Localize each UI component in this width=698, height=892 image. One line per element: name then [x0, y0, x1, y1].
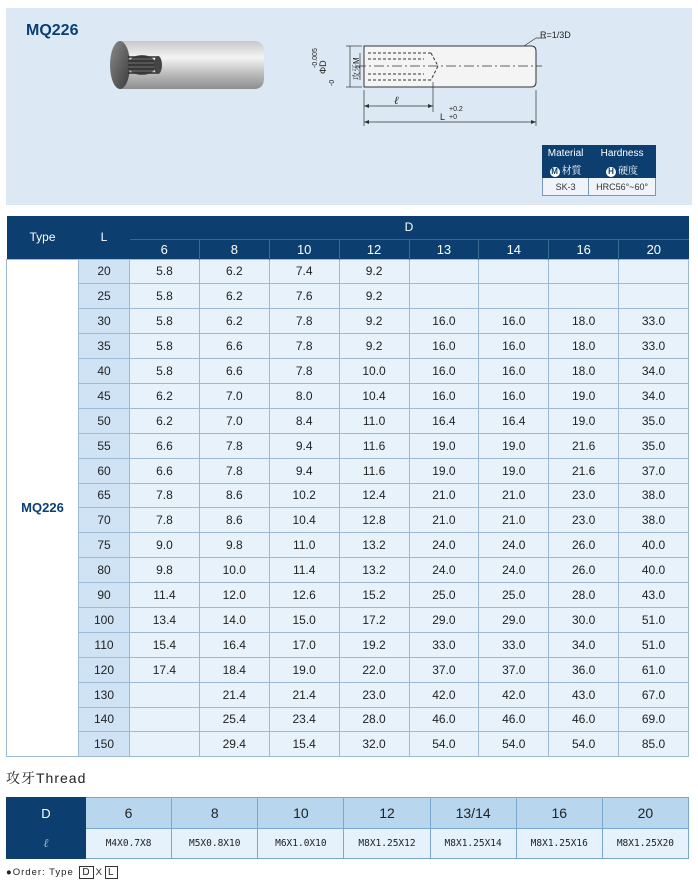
table-row [7, 483, 689, 508]
l-value: 30 [79, 309, 130, 334]
dimension-cell: 11.6 [339, 433, 409, 458]
table-row [7, 707, 689, 732]
dimension-cell: 18.0 [549, 359, 619, 384]
d-column-header: 6 [130, 239, 200, 259]
dimension-cell: 29.0 [479, 607, 549, 632]
l-value: 140 [79, 707, 130, 732]
dimension-cell: 10.0 [199, 558, 269, 583]
l-value: 110 [79, 632, 130, 657]
dimension-cell: 18.0 [549, 334, 619, 359]
dimension-cell: 24.0 [409, 558, 479, 583]
dimension-cell: 9.2 [339, 334, 409, 359]
l-value: 20 [79, 259, 130, 284]
dimension-cell: 19.2 [339, 632, 409, 657]
dimension-cell: 7.0 [199, 408, 269, 433]
tolerance-upper-label: -0.005 [312, 48, 319, 68]
l-value: 120 [79, 657, 130, 682]
material-cn-cell [543, 162, 589, 178]
l-value: 40 [79, 359, 130, 384]
dimension-cell: 6.2 [199, 284, 269, 309]
dimension-cell: 9.4 [269, 433, 339, 458]
dimension-cell: 5.8 [130, 359, 200, 384]
type-header: Type [7, 216, 79, 259]
dimension-cell: 7.0 [199, 383, 269, 408]
dimension-cell: 6.2 [130, 408, 200, 433]
dimension-cell: 33.0 [409, 632, 479, 657]
l-value: 90 [79, 583, 130, 608]
dimension-cell [130, 707, 200, 732]
thread-spec-cell: M8X1.25X20 [602, 829, 688, 859]
l-value: 65 [79, 483, 130, 508]
d-column-header: 12 [339, 239, 409, 259]
dimension-cell: 19.0 [479, 458, 549, 483]
thread-d-cell: 8 [172, 798, 258, 829]
thread-d-cell: 13/14 [430, 798, 516, 829]
dimension-cell: 51.0 [619, 607, 689, 632]
table-row [7, 632, 689, 657]
dimension-cell: 5.8 [130, 309, 200, 334]
dimension-cell: 21.6 [549, 458, 619, 483]
thread-spec-cell: M5X0.8X10 [172, 829, 258, 859]
dimension-cell [549, 259, 619, 284]
dimension-cell: 54.0 [409, 732, 479, 757]
dimension-cell: 26.0 [549, 558, 619, 583]
table-row [7, 433, 689, 458]
dimension-cell: 34.0 [619, 359, 689, 384]
order-box-l: L [105, 866, 118, 879]
dimension-cell: 7.8 [269, 359, 339, 384]
dimension-cell: 23.4 [269, 707, 339, 732]
dimension-cell: 7.8 [130, 483, 200, 508]
dimension-cell: 42.0 [409, 682, 479, 707]
dimension-cell: 7.8 [130, 508, 200, 533]
dimension-cell: 5.8 [130, 334, 200, 359]
product-photo [106, 40, 266, 90]
dimension-cell: 9.8 [130, 558, 200, 583]
dimension-cell: 16.0 [409, 309, 479, 334]
dimension-cell: 16.0 [479, 334, 549, 359]
d-column-header: 14 [479, 239, 549, 259]
dimension-cell: 12.8 [339, 508, 409, 533]
dimension-cell: 7.8 [269, 309, 339, 334]
dimension-cell: 8.6 [199, 483, 269, 508]
thread-d-cell: 12 [344, 798, 430, 829]
dimension-cell: 34.0 [549, 632, 619, 657]
dimension-cell: 35.0 [619, 433, 689, 458]
dimension-cell: 25.0 [479, 583, 549, 608]
dimension-cell: 16.4 [479, 408, 549, 433]
material-value: SK-3 [543, 178, 589, 196]
thread-d-cell: 6 [86, 798, 172, 829]
dimension-cell [619, 259, 689, 284]
order-separator: X [95, 867, 103, 878]
dimension-cell: 7.8 [199, 458, 269, 483]
tolerance-lower-label: -0 [329, 79, 336, 86]
dimension-cell: 5.8 [130, 259, 200, 284]
dimension-cell: 22.0 [339, 657, 409, 682]
hardness-label: Hardness [589, 146, 656, 162]
dimension-cell: 17.0 [269, 632, 339, 657]
dimension-cell: 29.0 [409, 607, 479, 632]
dimension-cell: 11.0 [339, 408, 409, 433]
dimension-cell: 15.0 [269, 607, 339, 632]
dimension-cell: 17.2 [339, 607, 409, 632]
l-header: L [79, 216, 130, 259]
l-value: 130 [79, 682, 130, 707]
length-tol-lower: +0 [449, 114, 457, 121]
dimension-cell: 40.0 [619, 558, 689, 583]
ell-dimension-label: ℓ [394, 94, 399, 107]
dimension-cell: 8.0 [269, 383, 339, 408]
dimension-cell: 12.4 [339, 483, 409, 508]
dimension-cell: 5.8 [130, 284, 200, 309]
dimension-cell: 37.0 [479, 657, 549, 682]
thread-spec-cell: M4X0.7X8 [86, 829, 172, 859]
dimension-cell: 12.0 [199, 583, 269, 608]
dimension-cell: 9.8 [199, 533, 269, 558]
d-column-header: 10 [269, 239, 339, 259]
dimension-cell: 42.0 [479, 682, 549, 707]
thread-d-header: D [7, 798, 86, 829]
dimension-cell: 6.6 [130, 433, 200, 458]
l-value: 70 [79, 508, 130, 533]
table-row [7, 408, 689, 433]
d-column-header: 13 [409, 239, 479, 259]
dimension-cell: 15.4 [130, 632, 200, 657]
thread-m-label: 攻牙M [352, 57, 361, 80]
dimension-cell: 9.2 [339, 259, 409, 284]
dimension-cell: 19.0 [479, 433, 549, 458]
dimension-cell: 7.6 [269, 284, 339, 309]
l-value: 50 [79, 408, 130, 433]
dimension-cell: 21.4 [199, 682, 269, 707]
dimension-cell: 28.0 [549, 583, 619, 608]
dimension-cell: 6.2 [199, 259, 269, 284]
dimension-cell: 25.4 [199, 707, 269, 732]
dimension-cell: 34.0 [619, 383, 689, 408]
dimension-cell: 16.0 [409, 383, 479, 408]
dimension-cell: 26.0 [549, 533, 619, 558]
header-panel [6, 8, 692, 205]
dimension-cell: 6.6 [199, 334, 269, 359]
material-cn-label: 材質 [561, 166, 582, 177]
dimension-cell: 17.4 [130, 657, 200, 682]
dimension-cell: 51.0 [619, 632, 689, 657]
dimension-cell: 43.0 [549, 682, 619, 707]
dimension-cell: 32.0 [339, 732, 409, 757]
thread-section-title: 攻牙Thread [6, 770, 87, 786]
table-row [7, 607, 689, 632]
table-row [7, 458, 689, 483]
dimension-cell: 15.4 [269, 732, 339, 757]
dimension-cell: 8.6 [199, 508, 269, 533]
length-dimension-label: L [440, 112, 446, 122]
table-row [7, 508, 689, 533]
dimension-cell: 7.4 [269, 259, 339, 284]
dimension-cell: 29.4 [199, 732, 269, 757]
dimension-cell: 16.0 [409, 334, 479, 359]
thread-d-cell: 20 [602, 798, 688, 829]
hardness-cn-cell [589, 162, 656, 178]
dimension-cell: 35.0 [619, 408, 689, 433]
dimension-cell: 25.0 [409, 583, 479, 608]
dimension-cell: 19.0 [549, 408, 619, 433]
dimension-cell: 23.0 [339, 682, 409, 707]
dimension-cell: 24.0 [409, 533, 479, 558]
l-value: 45 [79, 383, 130, 408]
dimension-cell: 7.8 [199, 433, 269, 458]
type-value: MQ226 [7, 259, 79, 757]
material-badge-icon: M [551, 167, 558, 176]
dimension-cell: 15.2 [339, 583, 409, 608]
dimension-cell: 19.0 [409, 458, 479, 483]
dimension-cell [409, 259, 479, 284]
dimension-cell: 46.0 [409, 707, 479, 732]
dimension-cell: 8.4 [269, 408, 339, 433]
dimension-cell: 54.0 [479, 732, 549, 757]
dimension-cell: 69.0 [619, 707, 689, 732]
dimension-cell: 30.0 [549, 607, 619, 632]
table-row [7, 533, 689, 558]
dimension-cell: 13.2 [339, 533, 409, 558]
dimension-cell: 85.0 [619, 732, 689, 757]
dimension-cell [479, 259, 549, 284]
table-row [7, 383, 689, 408]
dimension-cell: 21.0 [409, 508, 479, 533]
thread-table [6, 797, 689, 859]
dimension-cell: 43.0 [619, 583, 689, 608]
dimension-cell: 19.0 [269, 657, 339, 682]
dimension-cell: 23.0 [549, 483, 619, 508]
dimension-cell: 24.0 [479, 533, 549, 558]
table-row [7, 259, 689, 284]
dimension-table [6, 216, 689, 757]
l-value: 35 [79, 334, 130, 359]
dimension-cell: 16.4 [409, 408, 479, 433]
dimension-cell: 36.0 [549, 657, 619, 682]
l-value: 55 [79, 433, 130, 458]
dimension-cell: 33.0 [479, 632, 549, 657]
table-row [7, 682, 689, 707]
table-row [7, 732, 689, 757]
dimension-cell: 9.4 [269, 458, 339, 483]
dimension-cell: 10.0 [339, 359, 409, 384]
order-box-d: D [79, 866, 93, 879]
product-title: MQ226 [26, 22, 79, 39]
table-row [7, 334, 689, 359]
dimension-cell [130, 682, 200, 707]
dimension-cell: 18.4 [199, 657, 269, 682]
dimension-cell: 38.0 [619, 483, 689, 508]
dimension-cell: 21.4 [269, 682, 339, 707]
dimension-cell: 19.0 [409, 433, 479, 458]
dimension-cell: 23.0 [549, 508, 619, 533]
dimension-cell: 54.0 [549, 732, 619, 757]
dimension-cell: 38.0 [619, 508, 689, 533]
dimension-cell: 16.0 [479, 309, 549, 334]
dimension-cell: 46.0 [549, 707, 619, 732]
dimension-cell: 9.2 [339, 284, 409, 309]
dimension-cell: 9.0 [130, 533, 200, 558]
order-format [6, 866, 120, 879]
dimension-cell: 21.0 [479, 483, 549, 508]
dimension-cell: 7.8 [269, 334, 339, 359]
l-value: 80 [79, 558, 130, 583]
table-row [7, 583, 689, 608]
hardness-cn-label: 硬度 [618, 166, 639, 177]
d-column-header: 20 [619, 239, 689, 259]
technical-drawing [306, 30, 571, 132]
hardness-badge-icon: H [606, 167, 616, 177]
dimension-cell: 28.0 [339, 707, 409, 732]
dimension-cell: 10.4 [269, 508, 339, 533]
dimension-cell: 13.2 [339, 558, 409, 583]
l-value: 75 [79, 533, 130, 558]
dimension-cell [130, 732, 200, 757]
d-column-header: 16 [549, 239, 619, 259]
radius-label: R=1/3D [540, 30, 571, 40]
dimension-cell [549, 284, 619, 309]
dimension-cell: 6.6 [130, 458, 200, 483]
material-spec-table [542, 145, 656, 196]
dimension-cell [409, 284, 479, 309]
l-value: 25 [79, 284, 130, 309]
dimension-cell: 16.4 [199, 632, 269, 657]
dimension-cell [619, 284, 689, 309]
dimension-cell [479, 284, 549, 309]
dimension-cell: 33.0 [619, 334, 689, 359]
thread-spec-cell: M6X1.0X10 [258, 829, 344, 859]
l-value: 100 [79, 607, 130, 632]
table-row [7, 284, 689, 309]
diameter-label: ΦD [318, 60, 328, 74]
dimension-cell: 14.0 [199, 607, 269, 632]
dimension-cell: 6.2 [130, 383, 200, 408]
dimension-cell: 21.6 [549, 433, 619, 458]
thread-spec-cell: M8X1.25X12 [344, 829, 430, 859]
order-label: ●Order: Type [6, 867, 74, 878]
dimension-cell: 10.4 [339, 383, 409, 408]
dimension-cell: 11.4 [269, 558, 339, 583]
dimension-cell: 40.0 [619, 533, 689, 558]
hardness-value: HRC56°~60° [589, 178, 656, 196]
dimension-cell: 37.0 [619, 458, 689, 483]
dimension-cell: 9.2 [339, 309, 409, 334]
dimension-cell: 11.6 [339, 458, 409, 483]
thread-d-cell: 10 [258, 798, 344, 829]
dimension-cell: 6.6 [199, 359, 269, 384]
dimension-cell: 18.0 [549, 309, 619, 334]
table-row [7, 359, 689, 384]
dimension-cell: 21.0 [479, 508, 549, 533]
d-column-header: 8 [199, 239, 269, 259]
dimension-cell: 11.4 [130, 583, 200, 608]
dimension-cell: 13.4 [130, 607, 200, 632]
dimension-cell: 16.0 [479, 359, 549, 384]
table-row [7, 558, 689, 583]
dimension-cell: 24.0 [479, 558, 549, 583]
dimension-cell: 21.0 [409, 483, 479, 508]
dimension-cell: 10.2 [269, 483, 339, 508]
dimension-cell: 6.2 [199, 309, 269, 334]
thread-ell-header: ℓ [7, 829, 86, 859]
l-value: 60 [79, 458, 130, 483]
thread-spec-cell: M8X1.25X14 [430, 829, 516, 859]
dimension-cell: 12.6 [269, 583, 339, 608]
dimension-cell: 61.0 [619, 657, 689, 682]
thread-d-cell: 16 [516, 798, 602, 829]
material-label: Material [543, 146, 589, 162]
d-header: D [130, 216, 689, 239]
dimension-cell: 33.0 [619, 309, 689, 334]
dimension-cell: 16.0 [409, 359, 479, 384]
thread-spec-cell: M8X1.25X16 [516, 829, 602, 859]
dimension-cell: 16.0 [479, 383, 549, 408]
dimension-cell: 46.0 [479, 707, 549, 732]
length-tol-upper: +0.2 [449, 106, 463, 113]
table-row [7, 309, 689, 334]
l-value: 150 [79, 732, 130, 757]
dimension-cell: 19.0 [549, 383, 619, 408]
table-row [7, 657, 689, 682]
dimension-cell: 67.0 [619, 682, 689, 707]
dimension-cell: 37.0 [409, 657, 479, 682]
dimension-cell: 11.0 [269, 533, 339, 558]
